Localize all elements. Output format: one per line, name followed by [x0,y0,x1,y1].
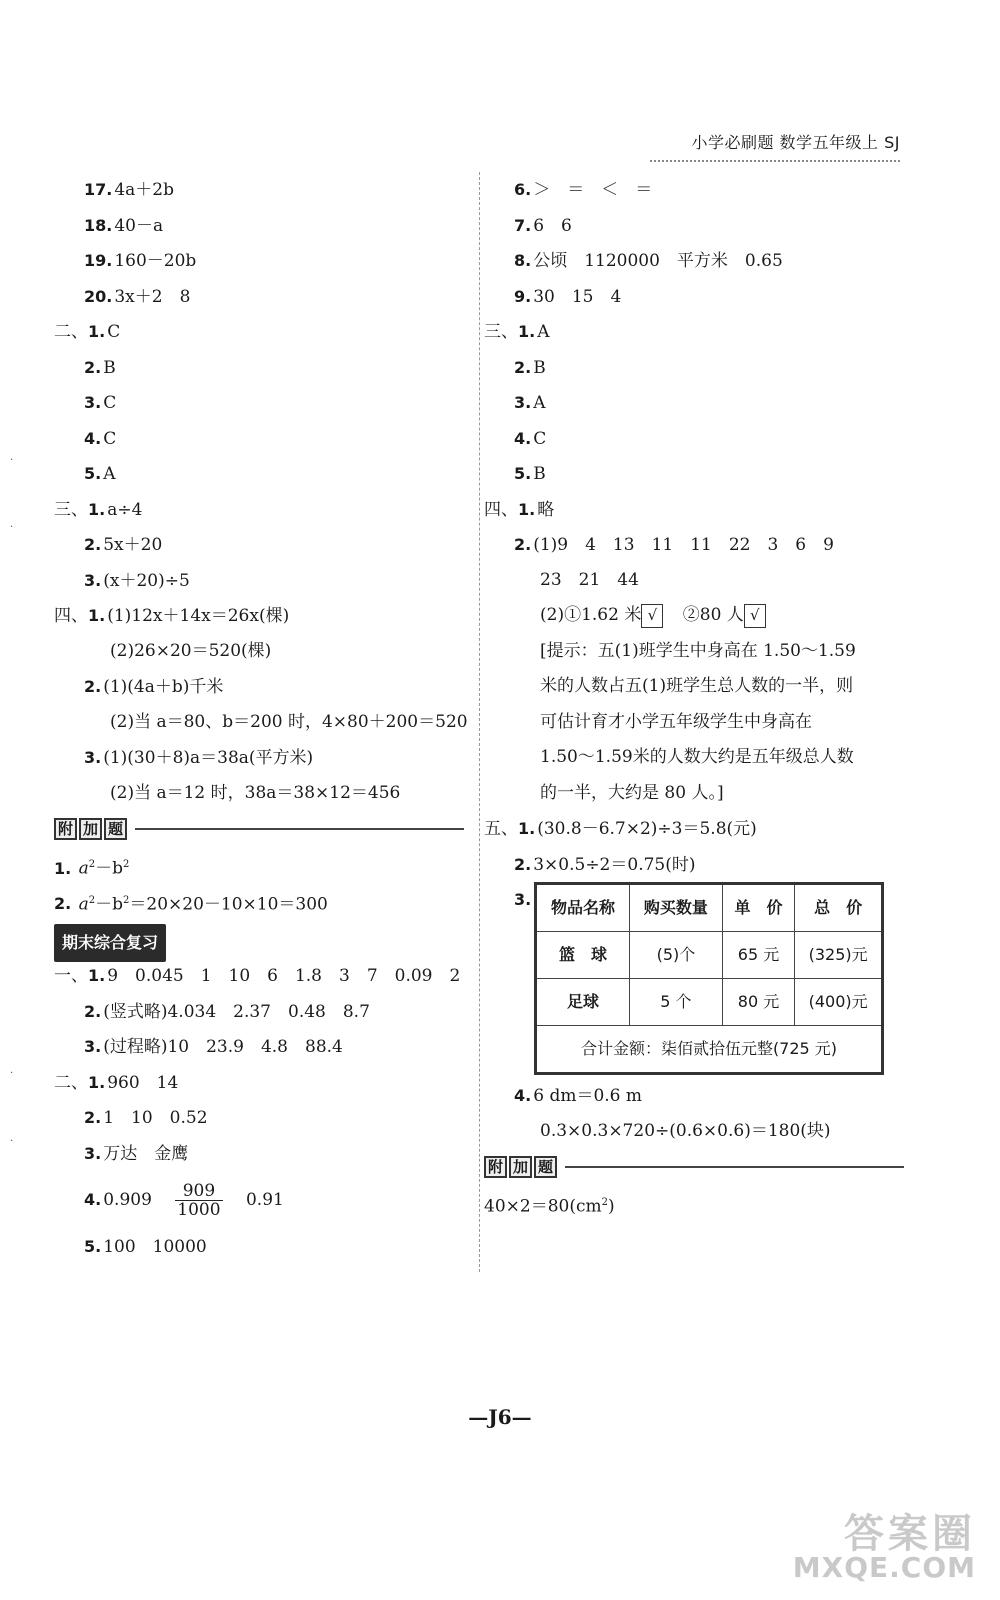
table-total-cell: 合计金额：柒佰贰拾伍元整(725 元) [536,1026,883,1074]
answer-line: 3. (x＋20)÷5 [84,570,190,591]
answer-line: 4. 6 dm＝0.6 m [514,1086,643,1106]
answer-line: 3. (过程略)10 23.9 4.8 88.4 [84,1037,343,1057]
answer-line: 四、1. 略 [484,499,555,520]
answer-line: 2. (1)9 4 13 11 11 22 3 6 9 [514,535,834,555]
watermark-logo: 答案圈 MXQE.COM [792,1511,976,1584]
table-answer: 3. 物品名称 购买数量 单 价 总 价 篮 球 (5)个 65 元 (325)元 足球 5 个 80 元 (400)元 合计金额：柒佰贰拾伍元整(725 元) [484,882,904,1078]
answer-line: 五、1. (30.8－6.7×2)÷3＝5.8(元) [484,819,757,839]
answer-line: 5. 100 10000 [84,1237,207,1257]
answer-line: 3. C [84,393,117,413]
answer-line: 二、1. C [54,322,121,342]
margin-mark: · [10,1068,14,1079]
answer-line: 4. 0.909 $\frac{909}{1000}$ 0.91 [84,1181,284,1220]
table-header-cell: 购买数量 [630,884,723,932]
check-box-icon: √ [641,604,663,628]
table-cell: (5)个 [630,932,723,979]
answer-line: $40\times 2=80(cm^2)$ [484,1196,615,1217]
right-column [484,172,904,1221]
hint-line: 米的人数占五(1)班学生总人数的一半，则 [540,676,854,696]
answer-line: 4. C [514,428,547,449]
answer-line: 5. B [514,464,546,484]
table-row [536,979,883,1026]
section-title-line [54,918,464,958]
answer-line: 2. (竖式略)4.034 2.37 0.48 8.7 [84,1001,370,1022]
answer-line: 一、1. 9 0.045 1 10 6 1.8 3 7 0.09 2 [54,966,461,986]
table-header-cell: 总 价 [795,884,883,932]
answer-line: 三、1. A [484,322,550,342]
table-header-cell: 物品名称 [536,884,630,932]
answer-line: 6. ＞ ＝ ＜ ＝ [514,180,653,200]
purchase-table [534,882,884,1075]
answer-line: 3. (1)(30＋8)a＝38a(平方米) [84,748,314,768]
table-cell: 80 元 [722,979,794,1026]
answer-line: 9. 30 15 4 [514,286,622,307]
answer-line: 19. 160－20b [84,251,197,271]
margin-mark: · [10,1136,14,1147]
running-header: 小学必刷题 数学五年级上 SJ [650,130,900,162]
answer-line: 5. A [84,464,116,484]
answer-line: 1. $a^2-b^2$ [54,858,130,879]
hint-line: 可估计育才小学五年级学生中身高在 [540,711,812,732]
hint-line: [提示：五(1)班学生中身高在 1.50～1.59 [540,640,856,661]
table-cell: 5 个 [630,979,723,1026]
table-cell: (400)元 [795,979,883,1026]
answer-line: 4. C [84,428,117,449]
hint-line: 1.50～1.59米的人数大约是五年级总人数 [540,747,854,767]
margin-mark: · [10,522,14,533]
table-cell: (325)元 [795,932,883,979]
answer-line: 2. $a^2-b^2=20\times 20-10\times 10=300$ [54,894,328,915]
extra-section-title: 附 加 题 [484,1149,904,1185]
check-box-icon: √ [744,604,766,628]
table-cell: 篮 球 [536,932,630,979]
column-divider [479,172,480,1272]
page-number: —J6— [468,1405,532,1429]
answer-line: 2. B [514,357,546,378]
answer-line: 18. 40－a [84,215,164,236]
answer-line: 四、1. (1)12x＋14x＝26x(棵) [54,606,290,626]
table-header-row [536,884,883,932]
answer-line: 7. 6 6 [514,215,572,236]
answer-line: 8. 公顷 1120000 平方米 0.65 [514,251,783,271]
answer-line: (2)当 a＝80、b＝200 时，4×80＋200＝520 [110,711,468,732]
answer-line: 2. (1)(4a＋b)千米 [84,677,224,697]
answer-line: 2. 3×0.5÷2＝0.75(时) [514,854,696,875]
answer-line: 二、1. 960 14 [54,1072,179,1093]
fraction: $\frac{909}{1000}$ [177,1181,221,1220]
answer-line: 20. 3x＋2 8 [84,286,191,307]
answer-line: 3. 万达 金鹰 [84,1143,189,1164]
answer-line: 2. B [84,357,116,378]
margin-mark: · [10,455,14,466]
final-review-title: 期末综合复习 [54,924,166,962]
answer-line: 0.3×0.3×720÷(0.6×0.6)＝180(块) [540,1120,831,1141]
answer-line: 2. 5x＋20 [84,535,163,555]
answer-line: 23 21 44 [540,569,639,590]
answer-line: 三、1. a÷4 [54,499,143,520]
extra-section-title: 附 加 题 [54,811,464,847]
table-row [536,932,883,979]
answer-line: 3. A [514,393,546,413]
table-cell: 足球 [536,979,630,1026]
answer-line: 17. 4a＋2b [84,180,174,200]
table-header-cell: 单 价 [722,884,794,932]
title-rule [135,828,464,830]
table-cell: 65 元 [722,932,794,979]
answer-line: (2)①1.62 米 √ ②80 人 √ [484,598,904,634]
answer-line: (2)26×20＝520(棵) [110,640,272,661]
left-column [54,172,468,1265]
answer-line: (2)当 a＝12 时，38a＝38×12＝456 [110,782,401,803]
answer-line: 2. 1 10 0.52 [84,1108,208,1128]
hint-line: 的一半，大约是 80 人。] [540,782,724,803]
table-total-row [536,1026,883,1074]
title-rule [565,1166,904,1168]
